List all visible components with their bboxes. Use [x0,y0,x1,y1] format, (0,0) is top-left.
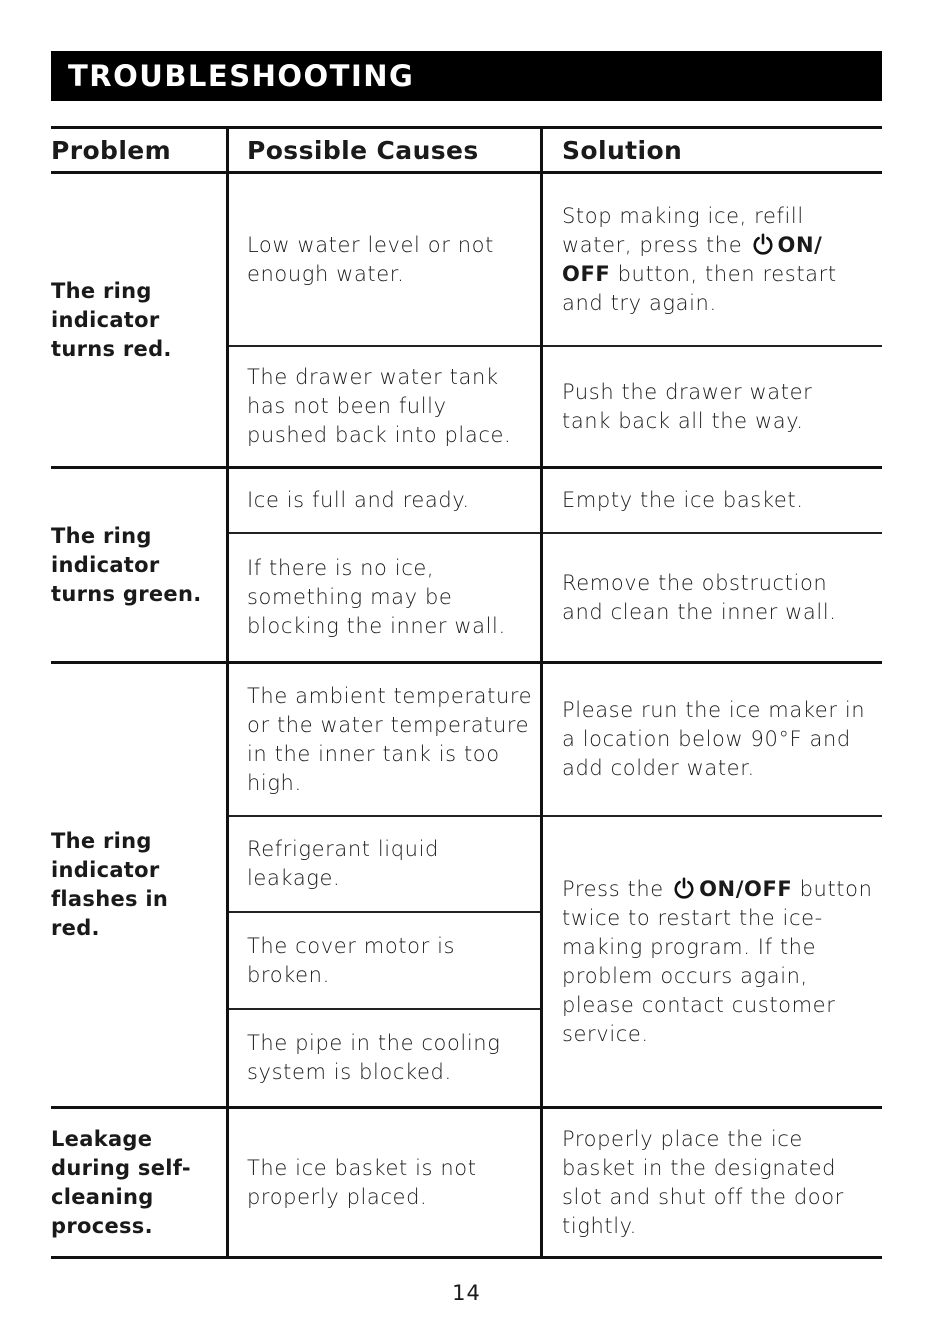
cause-cell: Ice is full and ready. [247,488,470,512]
solution-cell: Remove the obstruction and clean the inner wall. [562,570,837,624]
solution-cell: Push the drawer water tank back all the way. [562,379,813,433]
cause-cell: The ambient temperature or the water temperature in the inner tank is too high. [247,683,533,795]
problem-cell: Leakage during self-cleaning process. [51,1126,191,1238]
cause-cell: The cover motor is broken. [247,933,456,987]
header-solution: Solution [562,135,683,165]
problem-cell: The ring indicator turns green. [51,523,202,606]
column-divider [226,126,229,1259]
section-title-banner: TROUBLESHOOTING [51,51,882,101]
cause-cell: Refrigerant liquid leakage. [247,837,439,890]
header-problem: Problem [51,135,172,165]
power-icon [752,233,774,255]
solution-cell [562,174,867,345]
solution-text: Stop making ice, refill water, press the [562,203,804,257]
solution-cell: Please run the ice maker in a location below 90°F and add colder water. [562,698,866,780]
solution-text: button twice to restart the ice-making program. If the problem occurs again, please contact customer service. [562,876,873,1046]
column-divider [540,126,543,1259]
solution-cell: Properly place the ice basket in the designated slot and shut off the door tightly. [562,1126,844,1238]
header-causes: Possible Causes [247,135,479,165]
cause-cell: The ice basket is not properly placed. [247,1155,477,1209]
problem-cell: The ring indicator flashes in red. [51,829,169,940]
on-off-label: ON/OFF [699,876,793,901]
power-icon [673,877,695,899]
cause-cell: Low water level or not enough water. [247,233,494,286]
on-off-label: ON/ OFF [562,232,823,286]
cause-cell: The pipe in the cooling system is blocked. [247,1031,501,1084]
solution-text: button, then restart and try again. [562,261,837,315]
solution-cell [562,817,877,1106]
page-number: 14 [452,1281,481,1305]
table-bottom-rule [51,1256,882,1259]
solution-cell: Empty the ice basket. [562,488,804,512]
cause-cell: The drawer water tank has not been fully pushed back into place. [247,365,512,447]
cause-cell: If there is no ice, something may be blocking the inner wall. [247,556,506,638]
solution-text: Press the [562,876,664,901]
problem-cell: The ring indicator turns red. [51,278,172,361]
